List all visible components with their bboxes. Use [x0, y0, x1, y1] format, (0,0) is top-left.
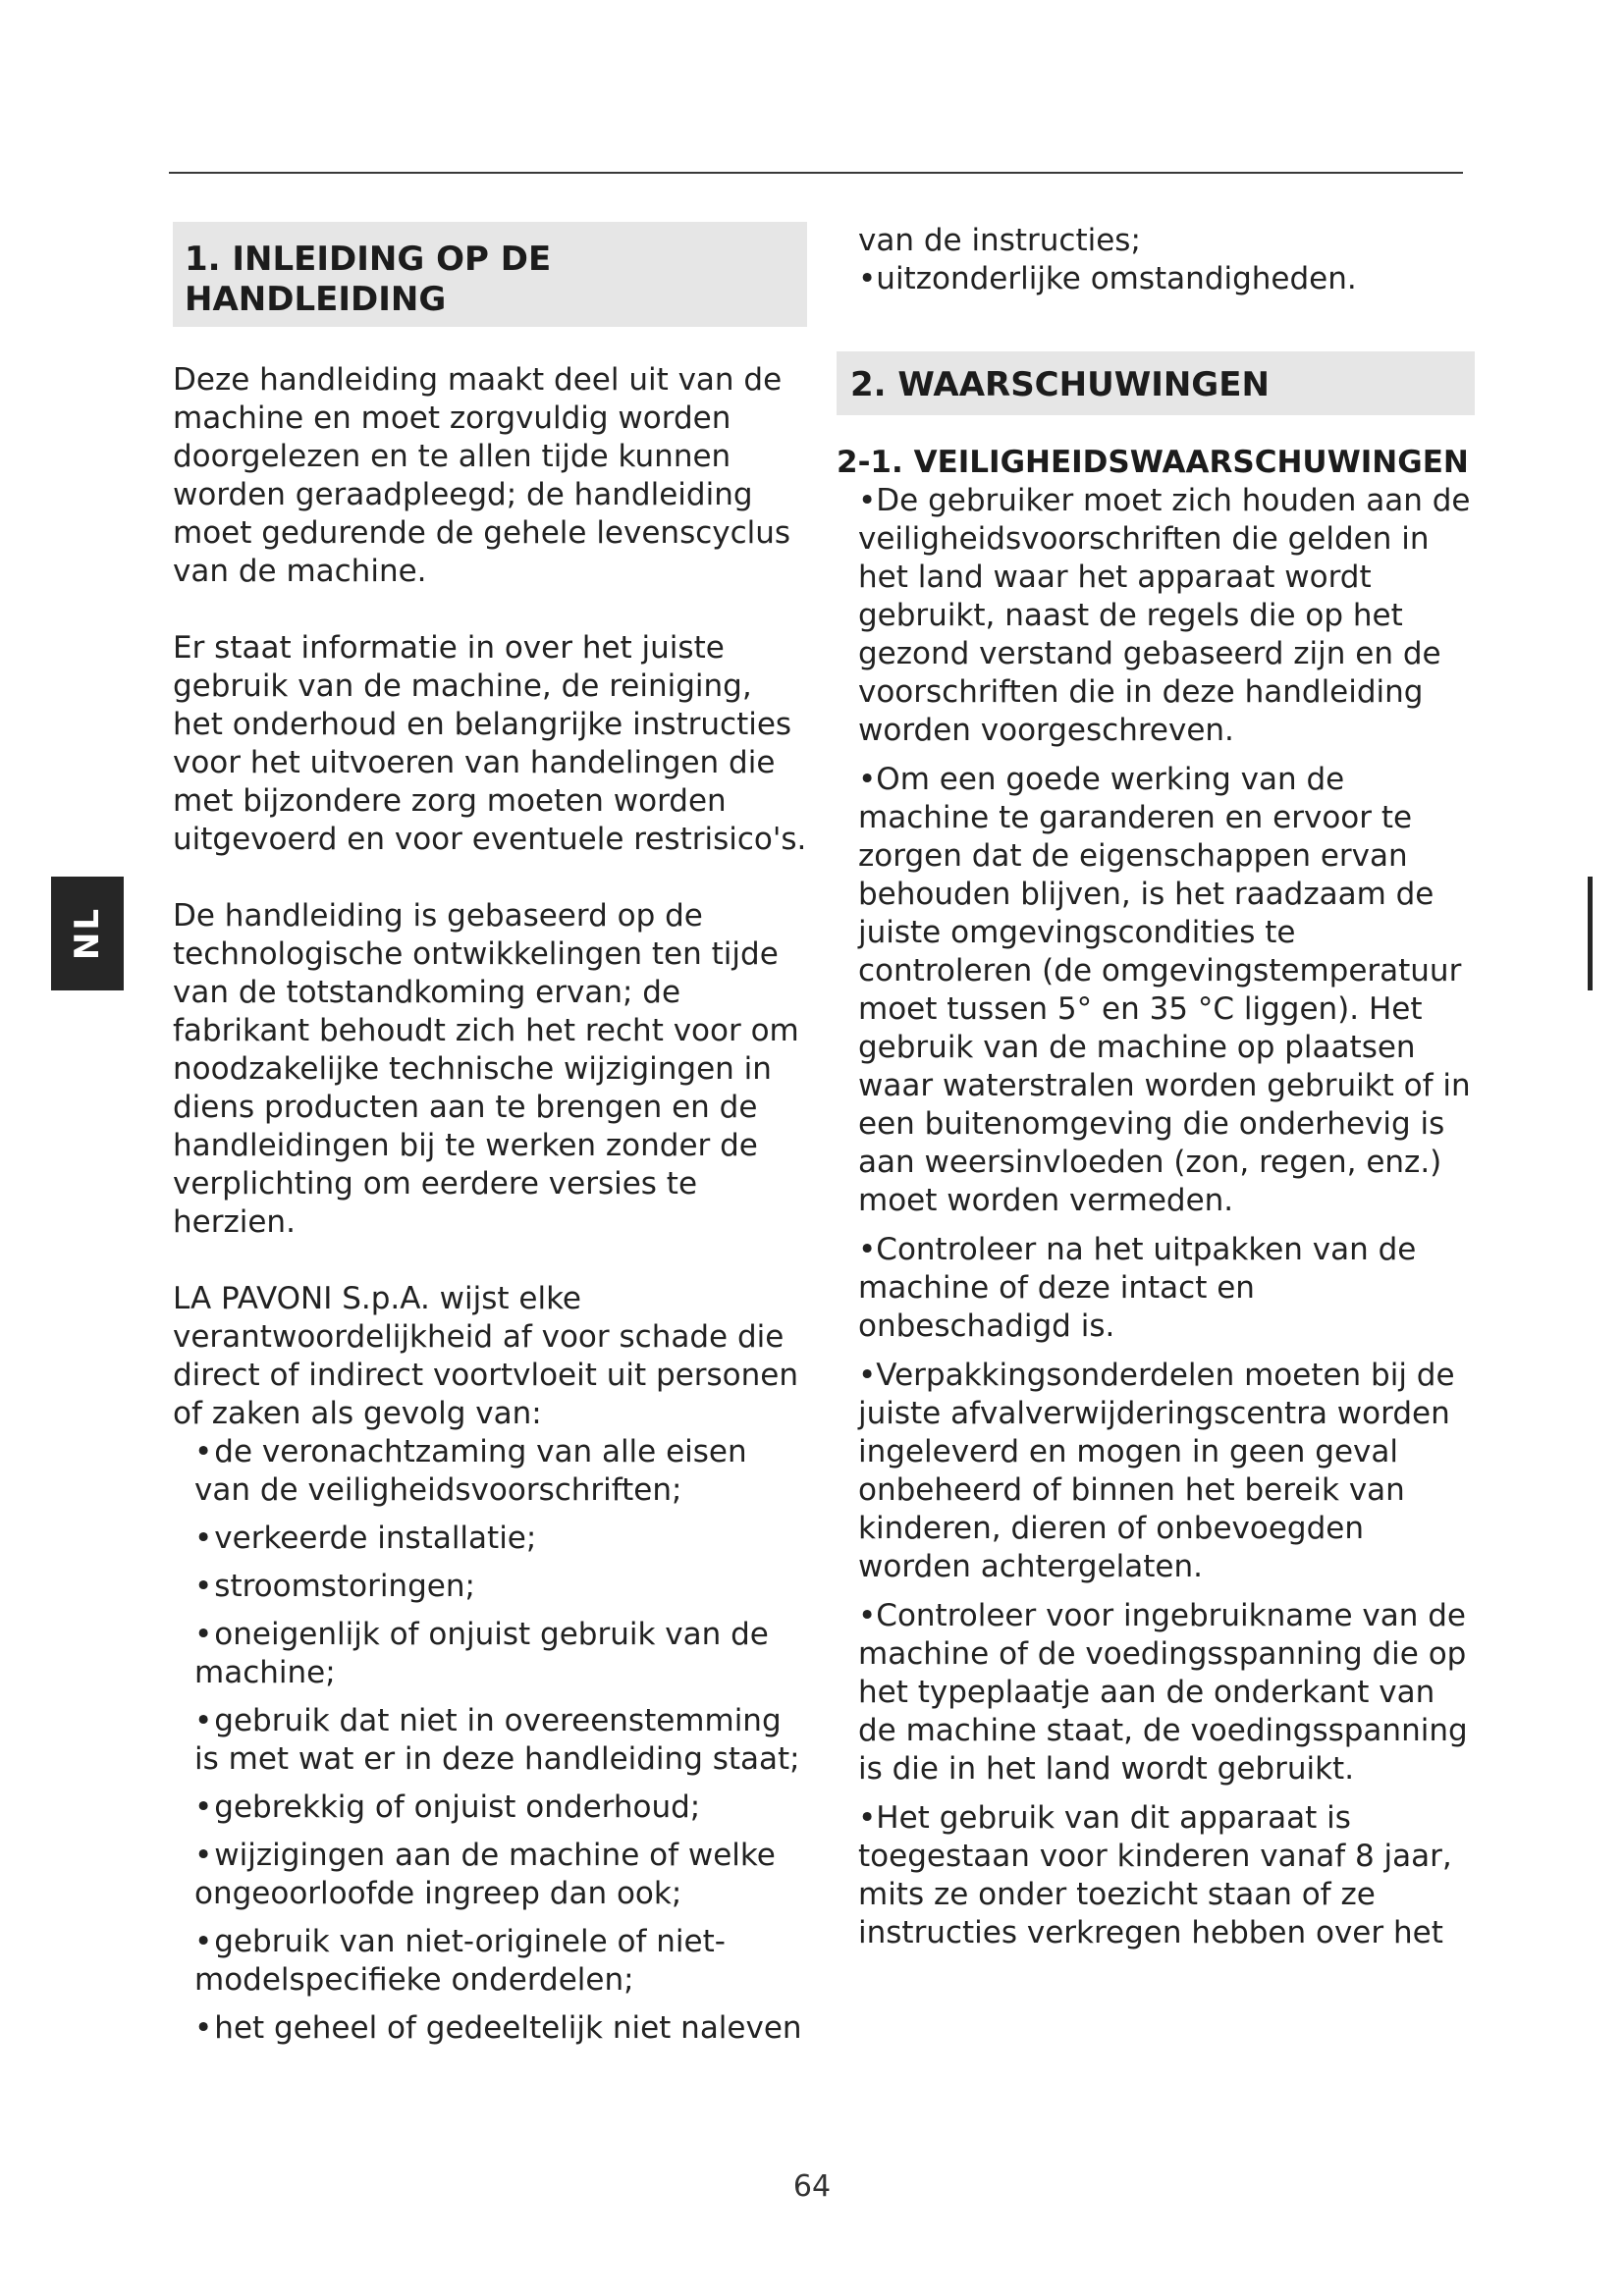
bullet-icon: • [858, 261, 877, 296]
list-item: •oneigenlijk of onjuist gebruik van de machine; [194, 1617, 769, 1690]
page-number: 64 [792, 2169, 832, 2204]
safety-warnings-list [837, 482, 1475, 1952]
bullet-icon: • [194, 1703, 213, 1738]
header-rule [169, 172, 1463, 174]
bullet-icon: • [194, 2010, 213, 2046]
section-heading-introduction [173, 222, 807, 327]
bullet-icon: • [194, 1569, 213, 1604]
bullet-icon: • [858, 483, 877, 518]
bullet-icon: • [194, 1789, 213, 1825]
list-item: •stroomstoringen; [194, 1569, 475, 1604]
intro-paragraph-4: LA PAVONI S.p.A. wijst elke verantwoordelijkheid af voor schade die direct of indirect voortvloeit uit personen of zaken als gevolg van: [173, 1281, 798, 1431]
bullet-icon: • [858, 1598, 877, 1633]
bullet-icon: • [194, 1434, 213, 1469]
language-tab [51, 877, 124, 990]
subsection-heading-safety-warnings: 2-1. VEILIGHEIDSWAARSCHUWINGEN [837, 445, 1469, 480]
list-item: •De gebruiker moet zich houden aan de veiligheidsvoorschriften die gelden in het land waar het apparaat wordt gebruikt, naast de regels die op het gezond verstand gebaseerd zijn en de voorschriften die in deze handleiding worden voorgeschreven. [858, 483, 1471, 748]
bullet-icon: • [194, 1617, 213, 1652]
intro-paragraph-3: De handleiding is gebaseerd op de technologische ontwikkelingen ten tijde van de totstandkoming ervan; de fabrikant behoudt zich het recht voor om noodzakelijke technische wijzigingen in diens producten aan te brengen en de handleidingen bij te werken zonder de verplichting om eerdere versies te herzien. [173, 898, 799, 1240]
list-item: •Verpakkingsonderdelen moeten bij de juiste afvalverwijderingscentra worden ingeleverd en mogen in geen geval onbeheerd of binnen het bereik van kinderen, dieren of onbevoegden worden achtergelaten. [858, 1358, 1455, 1584]
bullet-icon: • [194, 1924, 213, 1959]
continued-bullet: •uitzonderlijke omstandigheden. [858, 261, 1357, 296]
bullet-icon: • [194, 1521, 213, 1556]
bullet-icon: • [858, 1358, 877, 1393]
right-column [837, 222, 1475, 1963]
list-item: •verkeerde installatie; [194, 1521, 537, 1556]
section-title-line-1: 1. INLEIDING OP DE [185, 240, 552, 279]
bullet-icon: • [194, 1838, 213, 1873]
language-tab-label: NL [68, 906, 107, 961]
bullet-icon: • [858, 762, 877, 797]
list-item: •het geheel of gedeeltelijk niet naleven [194, 2010, 802, 2046]
intro-paragraph-1: Deze handleiding maakt deel uit van de machine en moet zorgvuldig worden doorgelezen en te allen tijde kunnen worden geraadpleegd; de handleiding moet gedurende de gehele levenscyclus van de machine. [173, 362, 791, 589]
list-item: •gebruik van niet-originele of niet-modelspecifieke onderdelen; [194, 1924, 726, 1998]
section-heading-warnings: 2. WAARSCHUWINGEN [837, 351, 1475, 415]
liability-list [173, 1433, 807, 2048]
list-item: •wijzigingen aan de machine of welke ongeoorloofde ingreep dan ook; [194, 1838, 776, 1911]
section-title-line-2: HANDLEIDING [185, 280, 447, 319]
list-item: •gebruik dat niet in overeenstemming is met wat er in deze handleiding staat; [194, 1703, 800, 1777]
intro-paragraph-2: Er staat informatie in over het juiste gebruik van de machine, de reiniging, het onderhoud en belangrijke instructies voor het uitvoeren van handelingen die met bijzondere zorg moeten worden uitgevoerd en voor eventuele restrisico's. [173, 630, 807, 857]
left-column [173, 222, 807, 2057]
bullet-icon: • [858, 1232, 877, 1267]
side-marker-bar [1588, 877, 1593, 990]
list-item: •Om een goede werking van de machine te garanderen en ervoor te zorgen dat de eigenschappen ervan behouden blijven, is het raadzaam de juiste omgevingscondities te controleren (de omgevingstemperatuur moet tussen 5° en 35 °C liggen). Het gebruik van de machine op plaatsen waar waterstralen worden gebruikt of in een buitenomgeving die onderhevig is aan weersinvloeden (zon, regen, enz.) moet worden vermeden. [858, 762, 1471, 1218]
list-item: •Controleer na het uitpakken van de machine of deze intact en onbeschadigd is. [858, 1232, 1417, 1344]
list-item: •Controleer voor ingebruikname van de machine of de voedingsspanning die op het typeplaatje aan de onderkant van de machine staat, de voedingsspanning is die in het land wordt gebruikt. [858, 1598, 1468, 1787]
list-item: •Het gebruik van dit apparaat is toegestaan voor kinderen vanaf 8 jaar, mits ze onder toezicht staan of ze instructies verkregen hebben over het [858, 1800, 1452, 1950]
bullet-icon: • [858, 1800, 877, 1836]
continued-text: van de instructies; [858, 223, 1141, 258]
list-item: •de veronachtzaming van alle eisen van de veiligheidsvoorschriften; [194, 1434, 747, 1508]
list-item: •gebrekkig of onjuist onderhoud; [194, 1789, 701, 1825]
